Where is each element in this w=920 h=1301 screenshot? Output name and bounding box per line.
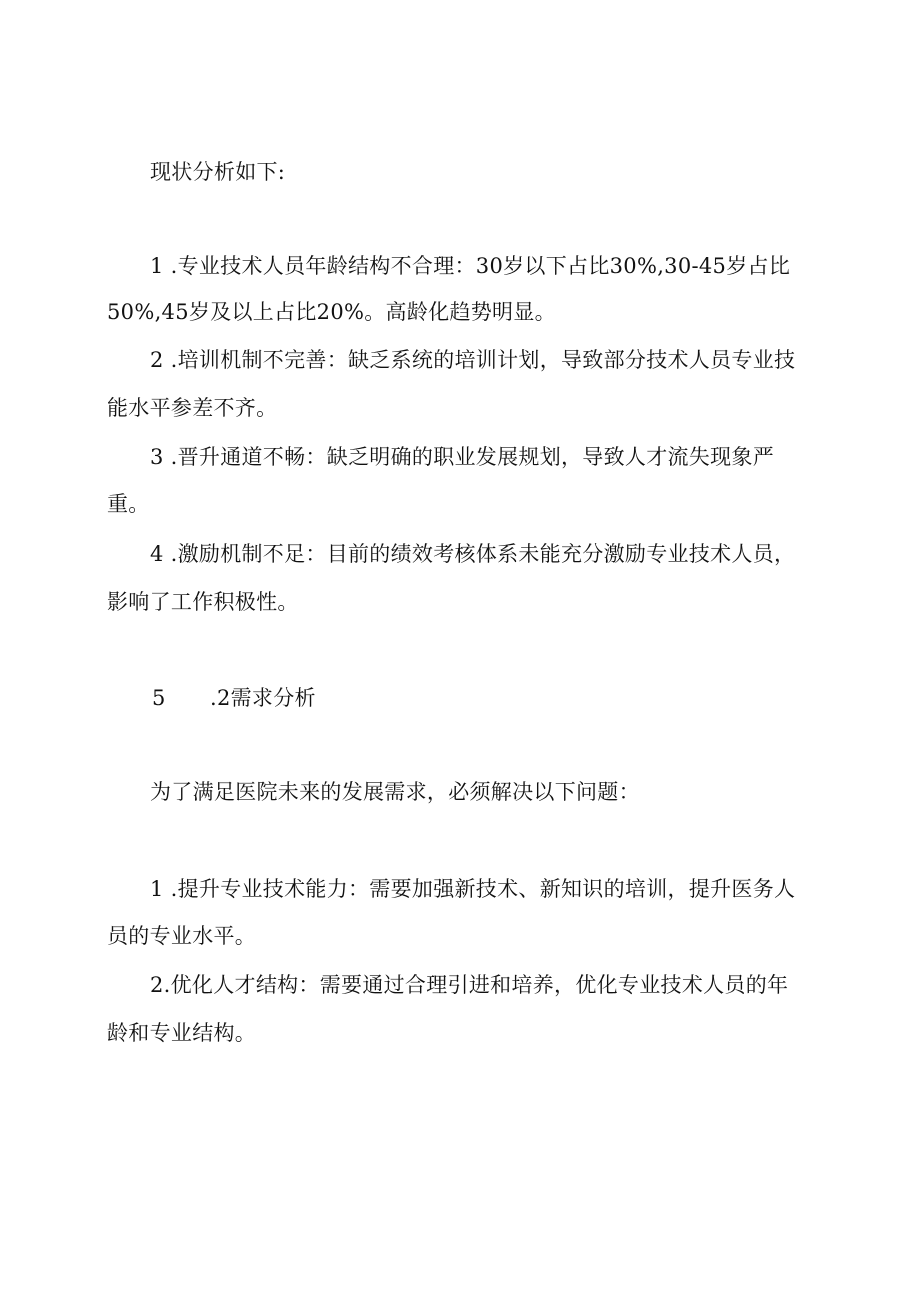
intro-text: 现状分析如下: xyxy=(150,160,286,184)
needs-item-2-line1: 2.优化人才结构：需要通过合理引进和培养，优化专业技术人员的年 xyxy=(150,973,789,997)
status-item-4-line1: 4 .激励机制不足：目前的绩效考核体系未能充分激励专业技术人员， xyxy=(150,542,796,566)
needs-item-1-line2: 员的专业水平。 xyxy=(107,924,257,948)
status-item-1-line2: 50%,45岁及以上占比20%。高龄化趋势明显。 xyxy=(107,300,556,324)
status-item-3-line2: 重。 xyxy=(107,492,150,516)
status-item-2-line2: 能水平参差不齐。 xyxy=(107,396,278,420)
status-item-4-line2: 影响了工作积极性。 xyxy=(107,590,299,614)
section-heading-title: .2需求分析 xyxy=(210,686,316,710)
section-heading-number: 5 xyxy=(152,686,166,710)
needs-intro-text: 为了满足医院未来的发展需求，必须解决以下问题： xyxy=(150,780,640,804)
status-item-2-line1: 2 .培训机制不完善：缺乏系统的培训计划，导致部分技术人员专业技 xyxy=(150,348,796,372)
status-item-1-line1: 1 .专业技术人员年龄结构不合理：30岁以下占比30%,30-45岁占比 xyxy=(150,254,791,278)
status-item-3-line1: 3 .晋升通道不畅：缺乏明确的职业发展规划，导致人才流失现象严 xyxy=(150,445,775,469)
needs-item-2-line2: 龄和专业结构。 xyxy=(107,1021,257,1045)
needs-item-1-line1: 1 .提升专业技术能力：需要加强新技术、新知识的培训，提升医务人 xyxy=(150,877,796,901)
